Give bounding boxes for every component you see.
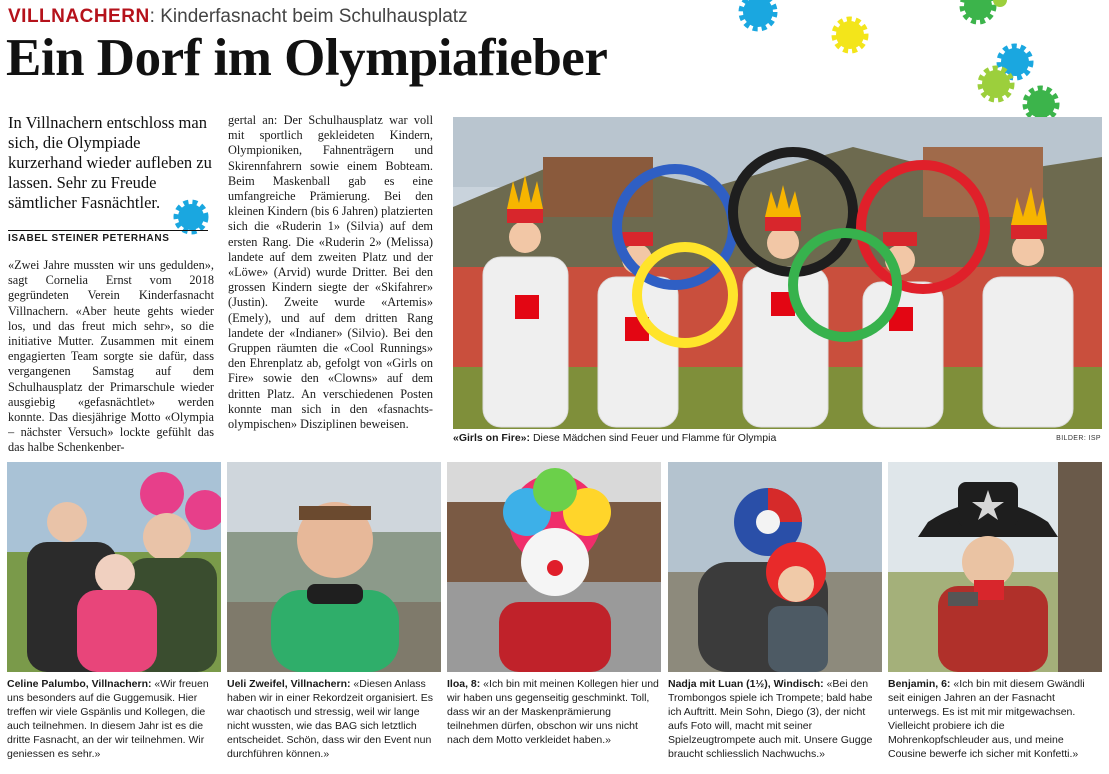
portrait-quote-3: «Ich bin mit meinen Kollegen hier und wir haben uns gegenseitig geschminkt. Toll, dass wir an der Maskenprämierung teilnehmen dürfen, obschon wir uns nicht nach dem Motto verkleidet haben.» (447, 678, 659, 746)
portrait-name-4: Nadja mit Luan (1½), Windisch: (668, 678, 824, 690)
main-caption-title: «Girls on Fire»: (453, 432, 531, 444)
portrait-photo-2 (227, 462, 441, 672)
byline: ISABEL STEINER PETERHANS (8, 230, 208, 244)
main-photo (453, 117, 1102, 429)
body-column-2: gertal an: Der Schulhausplatz war voll mit sportlich gekleideten Kindern, Olympioniken, Fahnenträgern und Skirennfahrern sowie einem Bobteam. Beim Maskenball gab es eine umfangreiche Prämierung. Bei den kleinen Kindern (bis 6 Jahren) platzierten sich die «Ruderin 1» (Silvia) auf dem ersten Rang. Die «Ruderin 2» (Melissa) landete auf dem zweiten Platz und der «Löwe» (Arvid) wurde Dritter. Bei den grossen Kindern siegte der «Skifahrer» (Justin). Zweite wurde «Artemis» (Emely), und auf dem dritten Rang landete der «Indianer» (Silvio). Bei den Gruppen räumten die «Cool Runnings» den Ehrenplatz ab, gefolgt von «Girls on Fire» sowie den «Clowns» auf dem dritten Platz. An verschiedenen Posten konnte man sich in den «fasnachts-olympischen» Disziplinen beweisen. (228, 113, 433, 432)
portrait-name-3: Iloa, 8: (447, 678, 481, 690)
confetti-blue-1 (741, 0, 775, 29)
portrait-caption-3 (447, 677, 661, 747)
portrait-name-2: Ueli Zweifel, Villnachern: (227, 678, 351, 690)
portrait-photo-4 (668, 462, 882, 672)
portrait-caption-5 (888, 677, 1102, 761)
kicker-separator: : (149, 6, 155, 27)
kicker (8, 6, 468, 28)
headline: Ein Dorf im Olympiafieber (6, 29, 608, 87)
portrait-quote-2: «Diesen Anlass haben wir in einer Rekordzeit organisiert. Es war chaotisch und stressig, weil wir lange nicht wussten, wie das BAG sich letztlich entscheidet. Schön, dass wir den Event nun durchführen können.» (227, 678, 434, 760)
portrait-photo-3 (447, 462, 661, 672)
body-column-1: «Zwei Jahre mussten wir uns gedulden», sagt Cornelia Ernst vom 2018 gegründeten Verein Kinderfasnacht Villnachern. «Aber heute gehts wieder los, und das freut mich sehr», so die initiative Mutter. Zusammen mit einem engagierten Team sorgte sie dafür, dass vergangenen Samstag auf dem Schulhausplatz der Primarschule wieder ausgiebig «gefasnächtlet» werden konnte. Das diesjährige Motto «Olympia – nächster Versuch» lockte gefühlt das das halbe Schenkenber- (8, 258, 214, 455)
confetti-yellow-1 (834, 19, 866, 51)
main-photo-caption (453, 432, 1043, 444)
kicker-subtitle: Kinderfasnacht beim Schulhausplatz (154, 6, 468, 27)
lead-paragraph: In Villnachern entschloss man sich, die Olympiade kurzerhand wieder aufleben zu lassen. Sehr zu Freude sämtlicher Fasnächtler. (8, 113, 212, 212)
portrait-quote-5: «Ich bin mit diesem Gwändli seit einigen Jahren an der Fasnacht unterwegs. Es ist mit mir mitgewachsen. Vielleicht probiere ich die Mohrenkopfschleuder aus, und meine Cousine bewerfe ich sicher mit Konfetti.» (888, 678, 1085, 760)
portrait-name-1: Celine Palumbo, Villnachern: (7, 678, 152, 690)
portrait-quote-1: «Wir freuen uns besonders auf die Guggemusik. Hier treffen wir viele Gspänlis und Kollegen, die auch teilnehmen. In diesem Jahr ist es die dritte Fasnacht, an der wir teilnehmen. Wir geniessen es sehr.» (7, 678, 209, 760)
main-caption-text: Diese Mädchen sind Feuer und Flamme für Olympia (530, 432, 777, 444)
confetti-green-1 (962, 0, 994, 22)
portrait-photo-5 (888, 462, 1102, 672)
portrait-caption-2 (227, 677, 441, 761)
kicker-place: VILLNACHERN (8, 6, 150, 27)
portrait-caption-1 (7, 677, 221, 761)
confetti-green-2 (1025, 88, 1057, 120)
portrait-name-5: Benjamin, 6: (888, 678, 951, 690)
portrait-photo-1 (7, 462, 221, 672)
portrait-caption-4 (668, 677, 882, 761)
photo-credit: BILDER: ISP (1056, 435, 1101, 442)
confetti-decoration (720, 0, 1109, 130)
portrait-quote-4: «Bei den Trombongos spiele ich Trompete; bald habe ich Auftritt. Mein Sohn, Diego (3), der nicht aufs Foto will, macht mit seiner Spielzeugtrompete auch mit. Unsere Gugge braucht schliesslich Nachwuchs.» (668, 678, 873, 760)
